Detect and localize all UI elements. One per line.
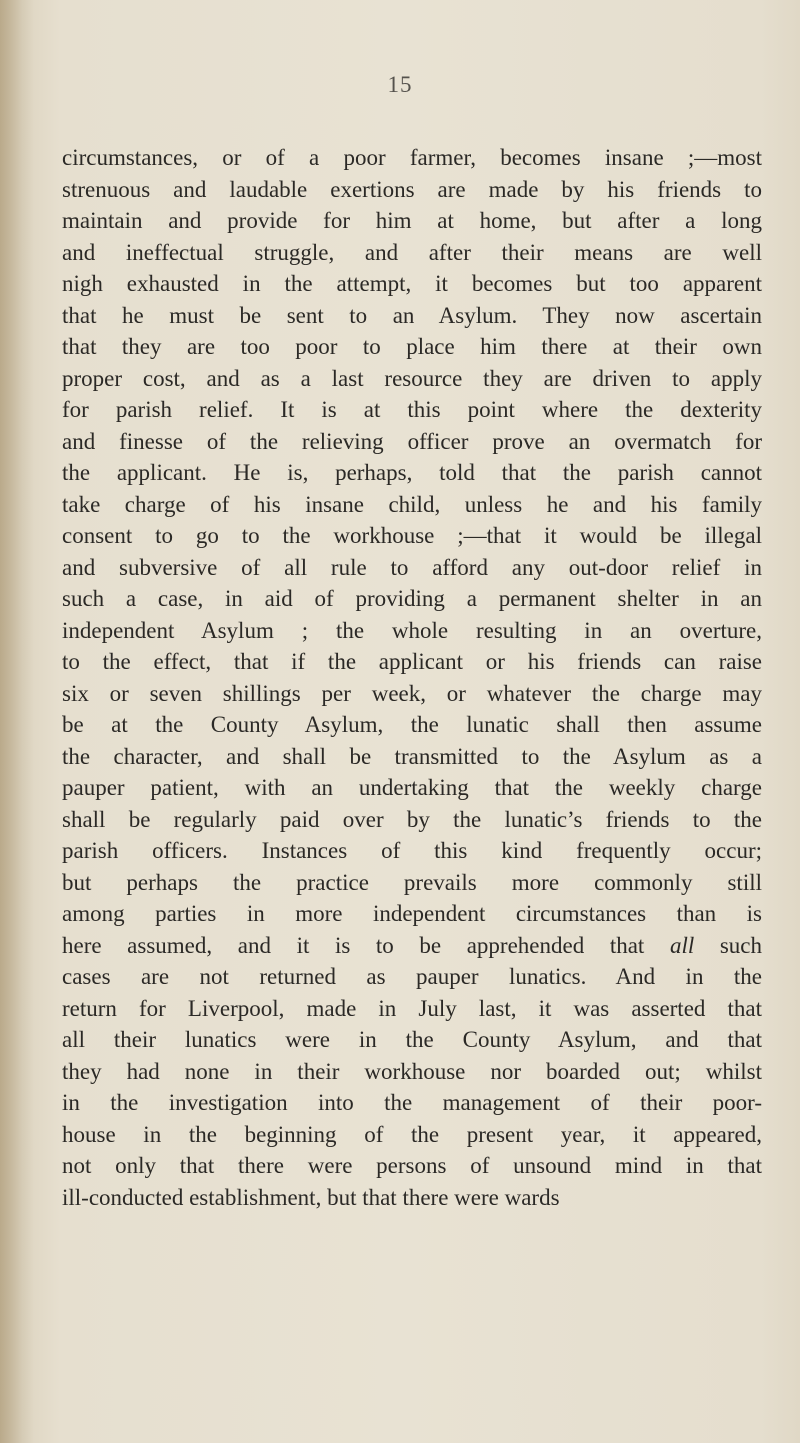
text-line: here assumed, and it is to be apprehended that all such: [62, 932, 762, 958]
text-line: but perhaps the practice prevails more commonly still: [62, 869, 762, 895]
text-line: maintain and provide for him at home, but after a long: [62, 208, 762, 233]
text-line: parish officers. Instances of this kind frequently occur;: [62, 838, 762, 863]
text-line: such a case, in aid of providing a permanent shelter in an: [62, 586, 762, 611]
text-line: return for Liverpool, made in July last, it was asserted that: [62, 995, 762, 1021]
page-number: 15: [387, 72, 413, 97]
text-line: and ineffectual struggle, and after their means are well: [62, 239, 762, 265]
text-line: house in the beginning of the present year, it appeared,: [62, 1121, 762, 1147]
text-line: among parties in more independent circumstances than is: [62, 901, 762, 926]
binding-shadow: [0, 0, 34, 1443]
text-line: consent to go to the workhouse ;—that it would be illegal: [62, 523, 762, 548]
text-line: and subversive of all rule to afford any out-door relief in: [62, 554, 762, 580]
text-line: the applicant. He is, perhaps, told that the parish cannot: [62, 460, 762, 485]
text-line: circumstances, or of a poor farmer, becomes insane ;—most: [62, 145, 762, 170]
text-line: independent Asylum ; the whole resulting in an overture,: [62, 617, 762, 643]
text-line: for parish relief. It is at this point where the dexterity: [62, 397, 762, 422]
text-line: be at the County Asylum, the lunatic shall then assume: [62, 712, 762, 737]
text-line: the character, and shall be transmitted to the Asylum as a: [62, 743, 762, 769]
text-line: that they are too poor to place him there at their own: [62, 334, 762, 359]
emphasis-all: all: [669, 932, 695, 958]
text-line: to the effect, that if the applicant or his friends can raise: [62, 649, 762, 674]
text-line: not only that there were persons of unsound mind in that: [62, 1153, 762, 1178]
text-line: shall be regularly paid over by the lunatic’s friends to the: [62, 806, 762, 832]
text-line: and finesse of the relieving officer prove an overmatch for: [62, 428, 762, 454]
body-paragraph: [62, 142, 762, 1213]
text-line: six or seven shillings per week, or whatever the charge may: [62, 680, 762, 706]
text-line: ill-conducted establishment, but that there were wards: [62, 1184, 560, 1210]
text-line: they had none in their workhouse nor boarded out; whilst: [62, 1058, 762, 1084]
text-line: take charge of his insane child, unless he and his family: [62, 491, 762, 517]
text-line: cases are not returned as pauper lunatics. And in the: [62, 964, 762, 989]
text-line: pauper patient, with an undertaking that the weekly charge: [62, 775, 762, 800]
text-line: nigh exhausted in the attempt, it becomes but too apparent: [62, 271, 762, 296]
text-line: all their lunatics were in the County Asylum, and that: [62, 1027, 762, 1052]
text-line: proper cost, and as a last resource they are driven to apply: [62, 365, 762, 391]
text-line: that he must be sent to an Asylum. They now ascertain: [62, 302, 762, 328]
text-line: strenuous and laudable exertions are made by his friends to: [62, 176, 762, 202]
text-line: in the investigation into the management of their poor-: [62, 1090, 762, 1115]
